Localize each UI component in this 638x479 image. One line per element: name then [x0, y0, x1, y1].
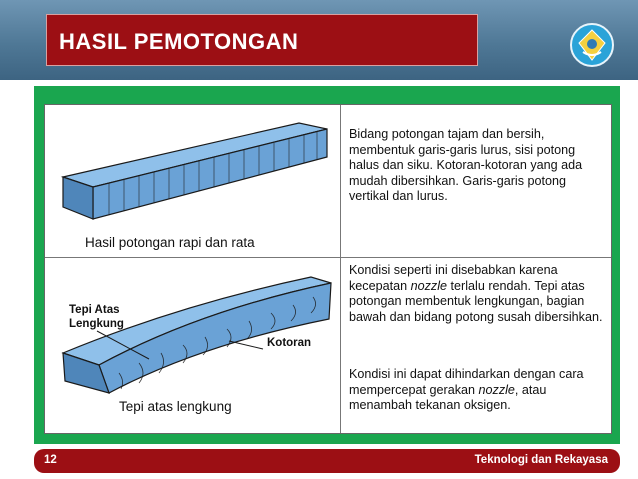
emphasis-nozzle: nozzle	[410, 278, 448, 293]
text-run: Kondisi ini dapat dihindarkan dengan cara mempercepat gerakan	[349, 367, 584, 397]
figure-caption: Tepi atas lengkung	[119, 399, 232, 414]
label-dirt: Kotoran	[267, 337, 312, 349]
page-number: 12	[44, 454, 57, 466]
footer-text: Teknologi dan Rekayasa	[474, 454, 608, 466]
description-curved-edge-cause	[349, 263, 607, 325]
emphasis-nozzle: nozzle	[478, 382, 515, 397]
tut-wuri-handayani-emblem-icon	[569, 22, 615, 68]
row-divider	[45, 257, 611, 258]
slide-title: HASIL PEMOTONGAN	[59, 29, 299, 54]
figure-caption: Hasil potongan rapi dan rata	[85, 235, 255, 250]
label-top-edge: Tepi Atas Lengkung	[69, 304, 124, 330]
footer-bar	[34, 449, 620, 473]
title-box	[46, 14, 478, 66]
description-clean-cut: Bidang potongan tajam dan bersih, membentuk garis-garis lurus, sisi potong halus dan siku. Kotoran-kotoran yang ada mudah dibersihkan. Garis-garis potong vertikal dan lurus.	[349, 127, 583, 204]
content-table	[44, 104, 612, 434]
column-divider	[340, 105, 341, 433]
text-run: terlalu rendah. Tepi atas potongan membentuk lengkungan, bagian bawah dan bidang potong susah dibersihkan.	[349, 278, 603, 324]
text-run: , atau menambah tekanan oksigen.	[349, 382, 547, 413]
text-run: Kondisi seperti ini disebabkan karena kecepatan	[349, 263, 558, 293]
description-curved-edge-fix	[349, 367, 607, 414]
figure-clean-cut	[49, 109, 337, 255]
